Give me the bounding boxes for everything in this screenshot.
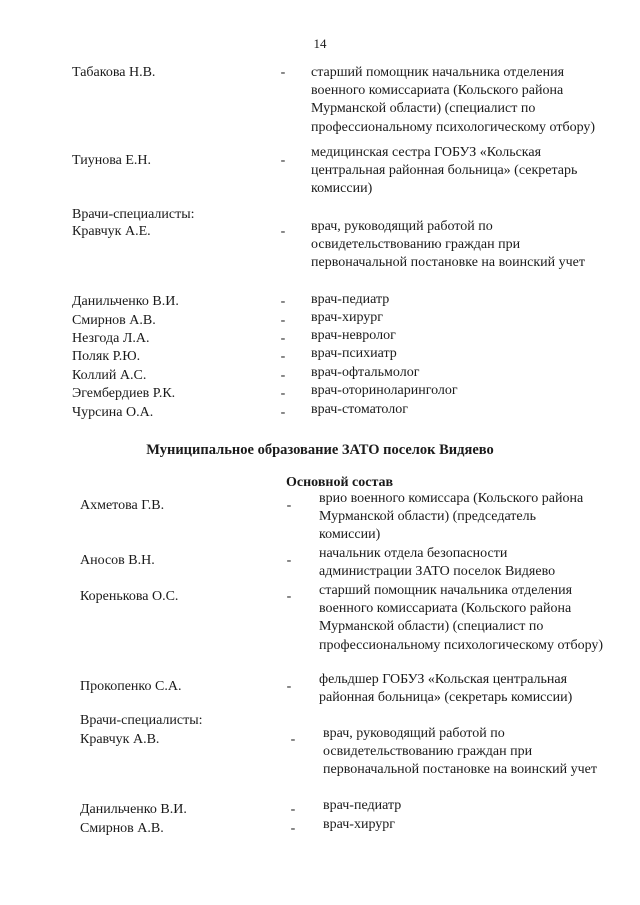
member-role: врио военного комиссара (Кольского района Мурманской области) (председатель комиссии) [319,491,584,543]
doctors-label: Врачи-специалисты: [72,207,195,222]
member-role: врач-хирург [311,310,384,325]
member-name: Данильченко В.И. [72,294,179,309]
member-role: старший помощник начальника отделения военного комиссариата (Кольского района Мурманской области) (специалист по профессиональному психологическому отбору) [311,65,596,135]
member-role: врач-психиатр [311,346,397,361]
member-role: врач-стоматолог [311,402,408,417]
member-name: Эгембердиев Р.К. [72,386,176,401]
member-role: начальник отдела безопасности администрации ЗАТО поселок Видяево [319,546,556,580]
member-role: врач-невролог [311,328,396,343]
dash-separator: - [280,331,286,346]
dash-separator: - [280,294,286,309]
member-name: Чурсина О.А. [72,405,154,420]
dash-separator: - [280,65,286,80]
dash-separator: - [290,732,296,747]
member-role: врач, руководящий работой по освидетельствованию граждан при первоначальной постановке на воинский учет [311,219,586,271]
dash-separator: - [280,368,286,383]
member-name: Поляк Р.Ю. [72,349,141,364]
dash-separator: - [280,224,286,239]
dash-separator: - [280,313,286,328]
dash-separator: - [280,405,286,420]
dash-separator: - [286,498,292,513]
member-name: Кравчук А.Е. [72,224,151,239]
dash-separator: - [286,553,292,568]
member-name: Тиунова Е.Н. [72,153,151,168]
member-name: Коренькова О.С. [80,589,179,604]
dash-separator: - [290,821,296,836]
member-role: фельдшер ГОБУЗ «Кольская центральная районная больница» (секретарь комиссии) [319,672,573,706]
member-role: старший помощник начальника отделения военного комиссариата (Кольского района Мурманской области) (специалист по профессиональному психологическому отбору) [319,583,604,653]
member-role: врач-педиатр [311,292,390,307]
member-name: Данильченко В.И. [80,802,187,817]
dash-separator: - [280,349,286,364]
section-heading: Муниципальное образование ЗАТО поселок Видяево [146,442,494,458]
dash-separator: - [290,802,296,817]
doctors-label: Врачи-специалисты: [80,713,203,728]
member-name: Смирнов А.В. [80,821,164,836]
member-role: врач-педиатр [323,798,402,813]
dash-separator: - [280,386,286,401]
member-role: врач-оториноларинголог [311,383,458,398]
member-name: Коллий А.С. [72,368,147,383]
member-role: врач-офтальмолог [311,365,420,380]
member-name: Незгода Л.А. [72,331,150,346]
member-role: врач, руководящий работой по освидетельствованию граждан при первоначальной постановке на воинский учет [323,726,598,778]
dash-separator: - [286,679,292,694]
dash-separator: - [280,153,286,168]
member-name: Кравчук А.В. [80,732,160,747]
member-name: Смирнов А.В. [72,313,156,328]
member-name: Ахметова Г.В. [80,498,165,513]
member-role: медицинская сестра ГОБУЗ «Кольская центральная районная больница» (секретарь комиссии) [311,145,578,197]
member-name: Аносов В.Н. [80,553,155,568]
member-name: Прокопенко С.А. [80,679,182,694]
member-name: Табакова Н.В. [72,65,156,80]
page-number: 14 [313,36,327,51]
member-role: врач-хирург [323,817,396,832]
section-subheading: Основной состав [286,475,394,490]
dash-separator: - [286,589,292,604]
